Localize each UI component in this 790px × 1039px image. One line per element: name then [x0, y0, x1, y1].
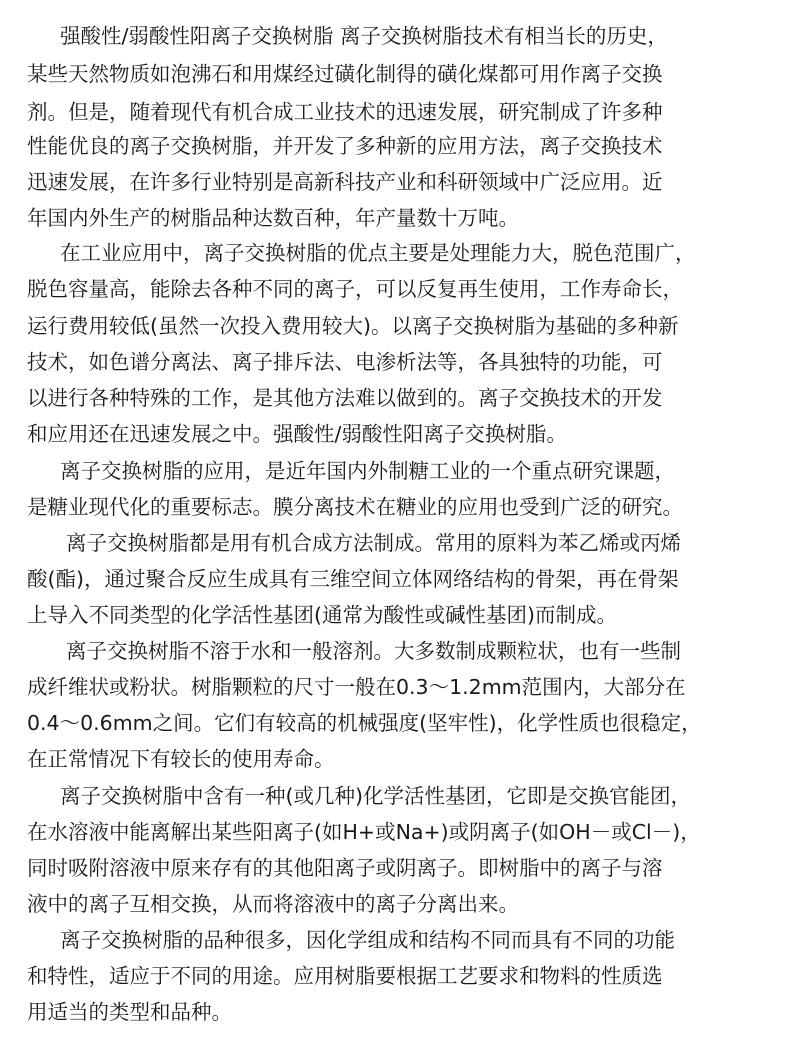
text-line: 上导入不同类型的化学活性基团(通常为酸性或碱性基团)而制成。	[27, 603, 617, 627]
text-line: 性能优良的离子交换树脂，并开发了多种新的应用方法，离子交换技术	[27, 134, 663, 158]
text-line: 某些天然物质如泡沸石和用煤经过磺化制得的磺化煤都可用作离子交换	[27, 62, 663, 86]
text-line: 和应用还在迅速发展之中。强酸性/弱酸性阳离子交换树脂。	[27, 422, 567, 446]
text-line: 成纤维状或粉状。树脂颗粒的尺寸一般在0.3～1.2mm范围内，大部分在	[27, 675, 686, 699]
text-line: 离子交换树脂的应用，是近年国内外制糖工业的一个重点研究课题，	[60, 459, 675, 483]
text-line: 迅速发展，在许多行业特别是高新科技产业和科研领域中广泛应用。近	[27, 170, 663, 194]
text-line: 以进行各种特殊的工作，是其他方法难以做到的。离子交换技术的开发	[27, 386, 663, 410]
text-line: 用适当的类型和品种。	[27, 1000, 232, 1024]
text-line: 酸(酯)，通过聚合反应生成具有三维空间立体网络结构的骨架，再在骨架	[27, 567, 679, 591]
text-line: 液中的离子互相交换，从而将溶液中的离子分离出来。	[27, 892, 519, 916]
text-line: 年国内外生产的树脂品种达数百种，年产量数十万吨。	[27, 206, 519, 230]
text-line: 和特性，适应于不同的用途。应用树脂要根据工艺要求和物料的性质选	[27, 964, 663, 988]
text-line: 在工业应用中，离子交换树脂的优点主要是处理能力大，脱色范围广，	[60, 241, 696, 265]
text-line: 脱色容量高，能除去各种不同的离子，可以反复再生使用，工作寿命长，	[27, 277, 683, 301]
text-line: 强酸性/弱酸性阳离子交换树脂 离子交换树脂技术有相当长的历史，	[60, 24, 668, 48]
text-line: 同时吸附溶液中原来存有的其他阳离子或阴离子。即树脂中的离子与溶	[27, 856, 663, 880]
text-line: 在正常情况下有较长的使用寿命。	[27, 747, 335, 771]
text-line: 在水溶液中能离解出某些阳离子(如H+或Na+)或阴离子(如OH－或Cl－)，	[27, 820, 701, 844]
text-line: 离子交换树脂都是用有机合成方法制成。常用的原料为苯乙烯或丙烯	[66, 531, 681, 555]
text-line: 离子交换树脂的品种很多，因化学组成和结构不同而具有不同的功能	[60, 928, 675, 952]
text-line: 剂。但是，随着现代有机合成工业技术的迅速发展，研究制成了许多种	[27, 100, 663, 124]
text-line: 离子交换树脂中含有一种(或几种)化学活性基团，它即是交换官能团，	[60, 784, 691, 808]
text-line: 技术，如色谱分离法、离子排斥法、电渗析法等，各具独特的功能，可	[27, 350, 663, 374]
text-line: 离子交换树脂不溶于水和一般溶剂。大多数制成颗粒状，也有一些制	[66, 639, 681, 663]
text-line: 0.4～0.6mm之间。它们有较高的机械强度(坚牢性)，化学性质也很稳定，	[27, 711, 702, 735]
text-line: 是糖业现代化的重要标志。膜分离技术在糖业的应用也受到广泛的研究。	[27, 495, 683, 519]
text-line: 运行费用较低(虽然一次投入费用较大)。以离子交换树脂为基础的多种新	[27, 314, 679, 338]
